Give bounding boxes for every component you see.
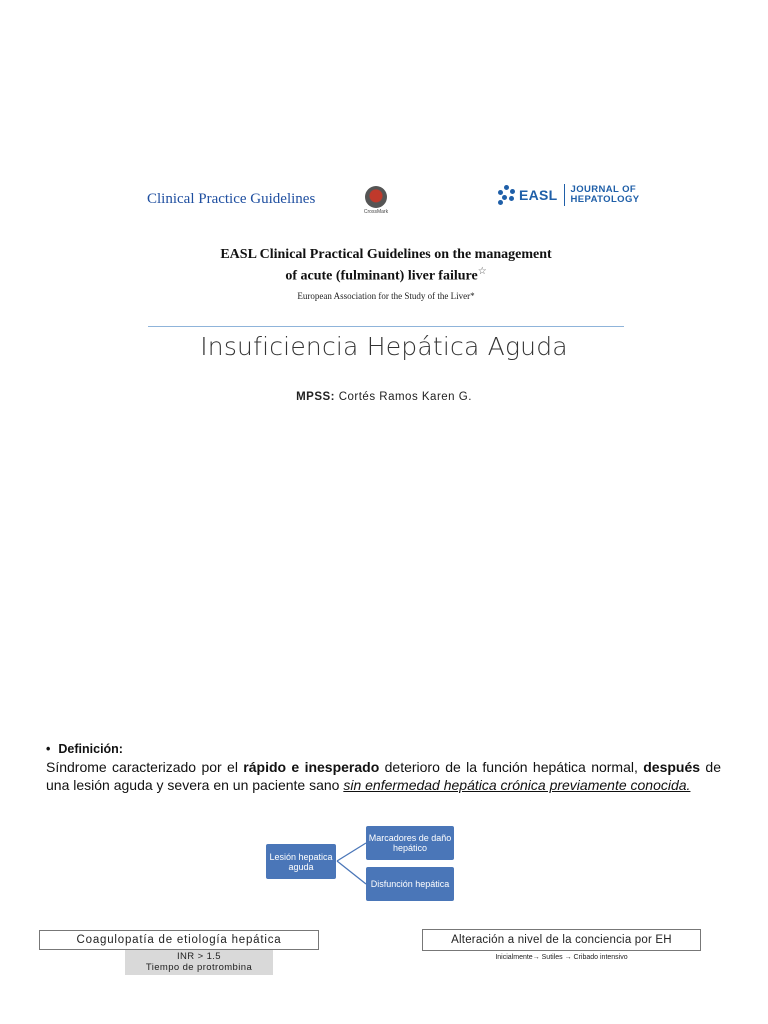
association-line: European Association for the Study of the Liver* [297,291,475,301]
crossmark-caption: CrossMark [363,209,389,215]
definition-part-3: deterioro de la función hepática normal, [379,759,644,775]
connector-bottom [337,861,366,884]
definition-text [46,758,721,794]
footnote-star: ☆ [477,266,487,277]
definition-part-1: Síndrome caracterizado por el [46,759,244,775]
easl-wordmark: EASL [519,187,558,203]
prothrombin-criterion: Tiempo de protrombina [145,962,253,973]
journal-name-line1: JOURNAL OF [570,184,637,195]
journal-name [571,185,640,205]
guideline-title-line2-wrap [148,263,624,285]
journal-name-line2: HEPATOLOGY [570,194,640,205]
crossmark-logo [356,186,396,215]
bullet: • [46,742,51,756]
definition-part-5: de una lesión aguda y severa en un paciente sano [46,759,721,793]
diagram-node-source: Lesión hepatica aguda [266,844,336,879]
diagram-node-dysfunction: Disfunción hepática [366,867,454,901]
author-name: Cortés Ramos Karen G. [338,391,472,403]
crossmark-icon [365,186,387,208]
author-line [100,391,668,403]
clinical-practice-guidelines-label: Clinical Practice Guidelines [147,191,316,207]
coagulopathy-details [125,950,273,975]
consciousness-details: Inicialmente→ Sutiles → Cribado intensivo [495,954,628,961]
guideline-title-line1: EASL Clinical Practical Guidelines on the management [220,247,552,262]
coagulopathy-box: Coagulopatía de etiología hepática [39,930,319,950]
definition-heading-text: Definición: [58,742,123,756]
logo-divider [564,184,565,206]
diagram-node-markers: Marcadores de daño hepático [366,826,454,860]
consciousness-box: Alteración a nivel de la conciencia por EH [422,929,701,951]
definition-heading [46,742,123,756]
inr-criterion: INR > 1.5 [177,951,221,962]
definition-emphasis-2: después [643,759,701,775]
definition-underlined: sin enfermedad hepática crónica previamente conocida. [343,777,691,793]
guideline-title [148,246,624,285]
page-title: Insuficiencia Hepática Aguda [200,332,568,361]
connector-top [337,843,366,861]
easl-stars-icon [498,185,516,205]
definition-emphasis-1: rápido e inesperado [243,759,380,775]
header-divider [148,326,624,327]
author-label: MPSS: [296,391,335,403]
guideline-title-line2: of acute (fulminant) liver failure [285,268,478,284]
journal-logo [498,184,639,206]
